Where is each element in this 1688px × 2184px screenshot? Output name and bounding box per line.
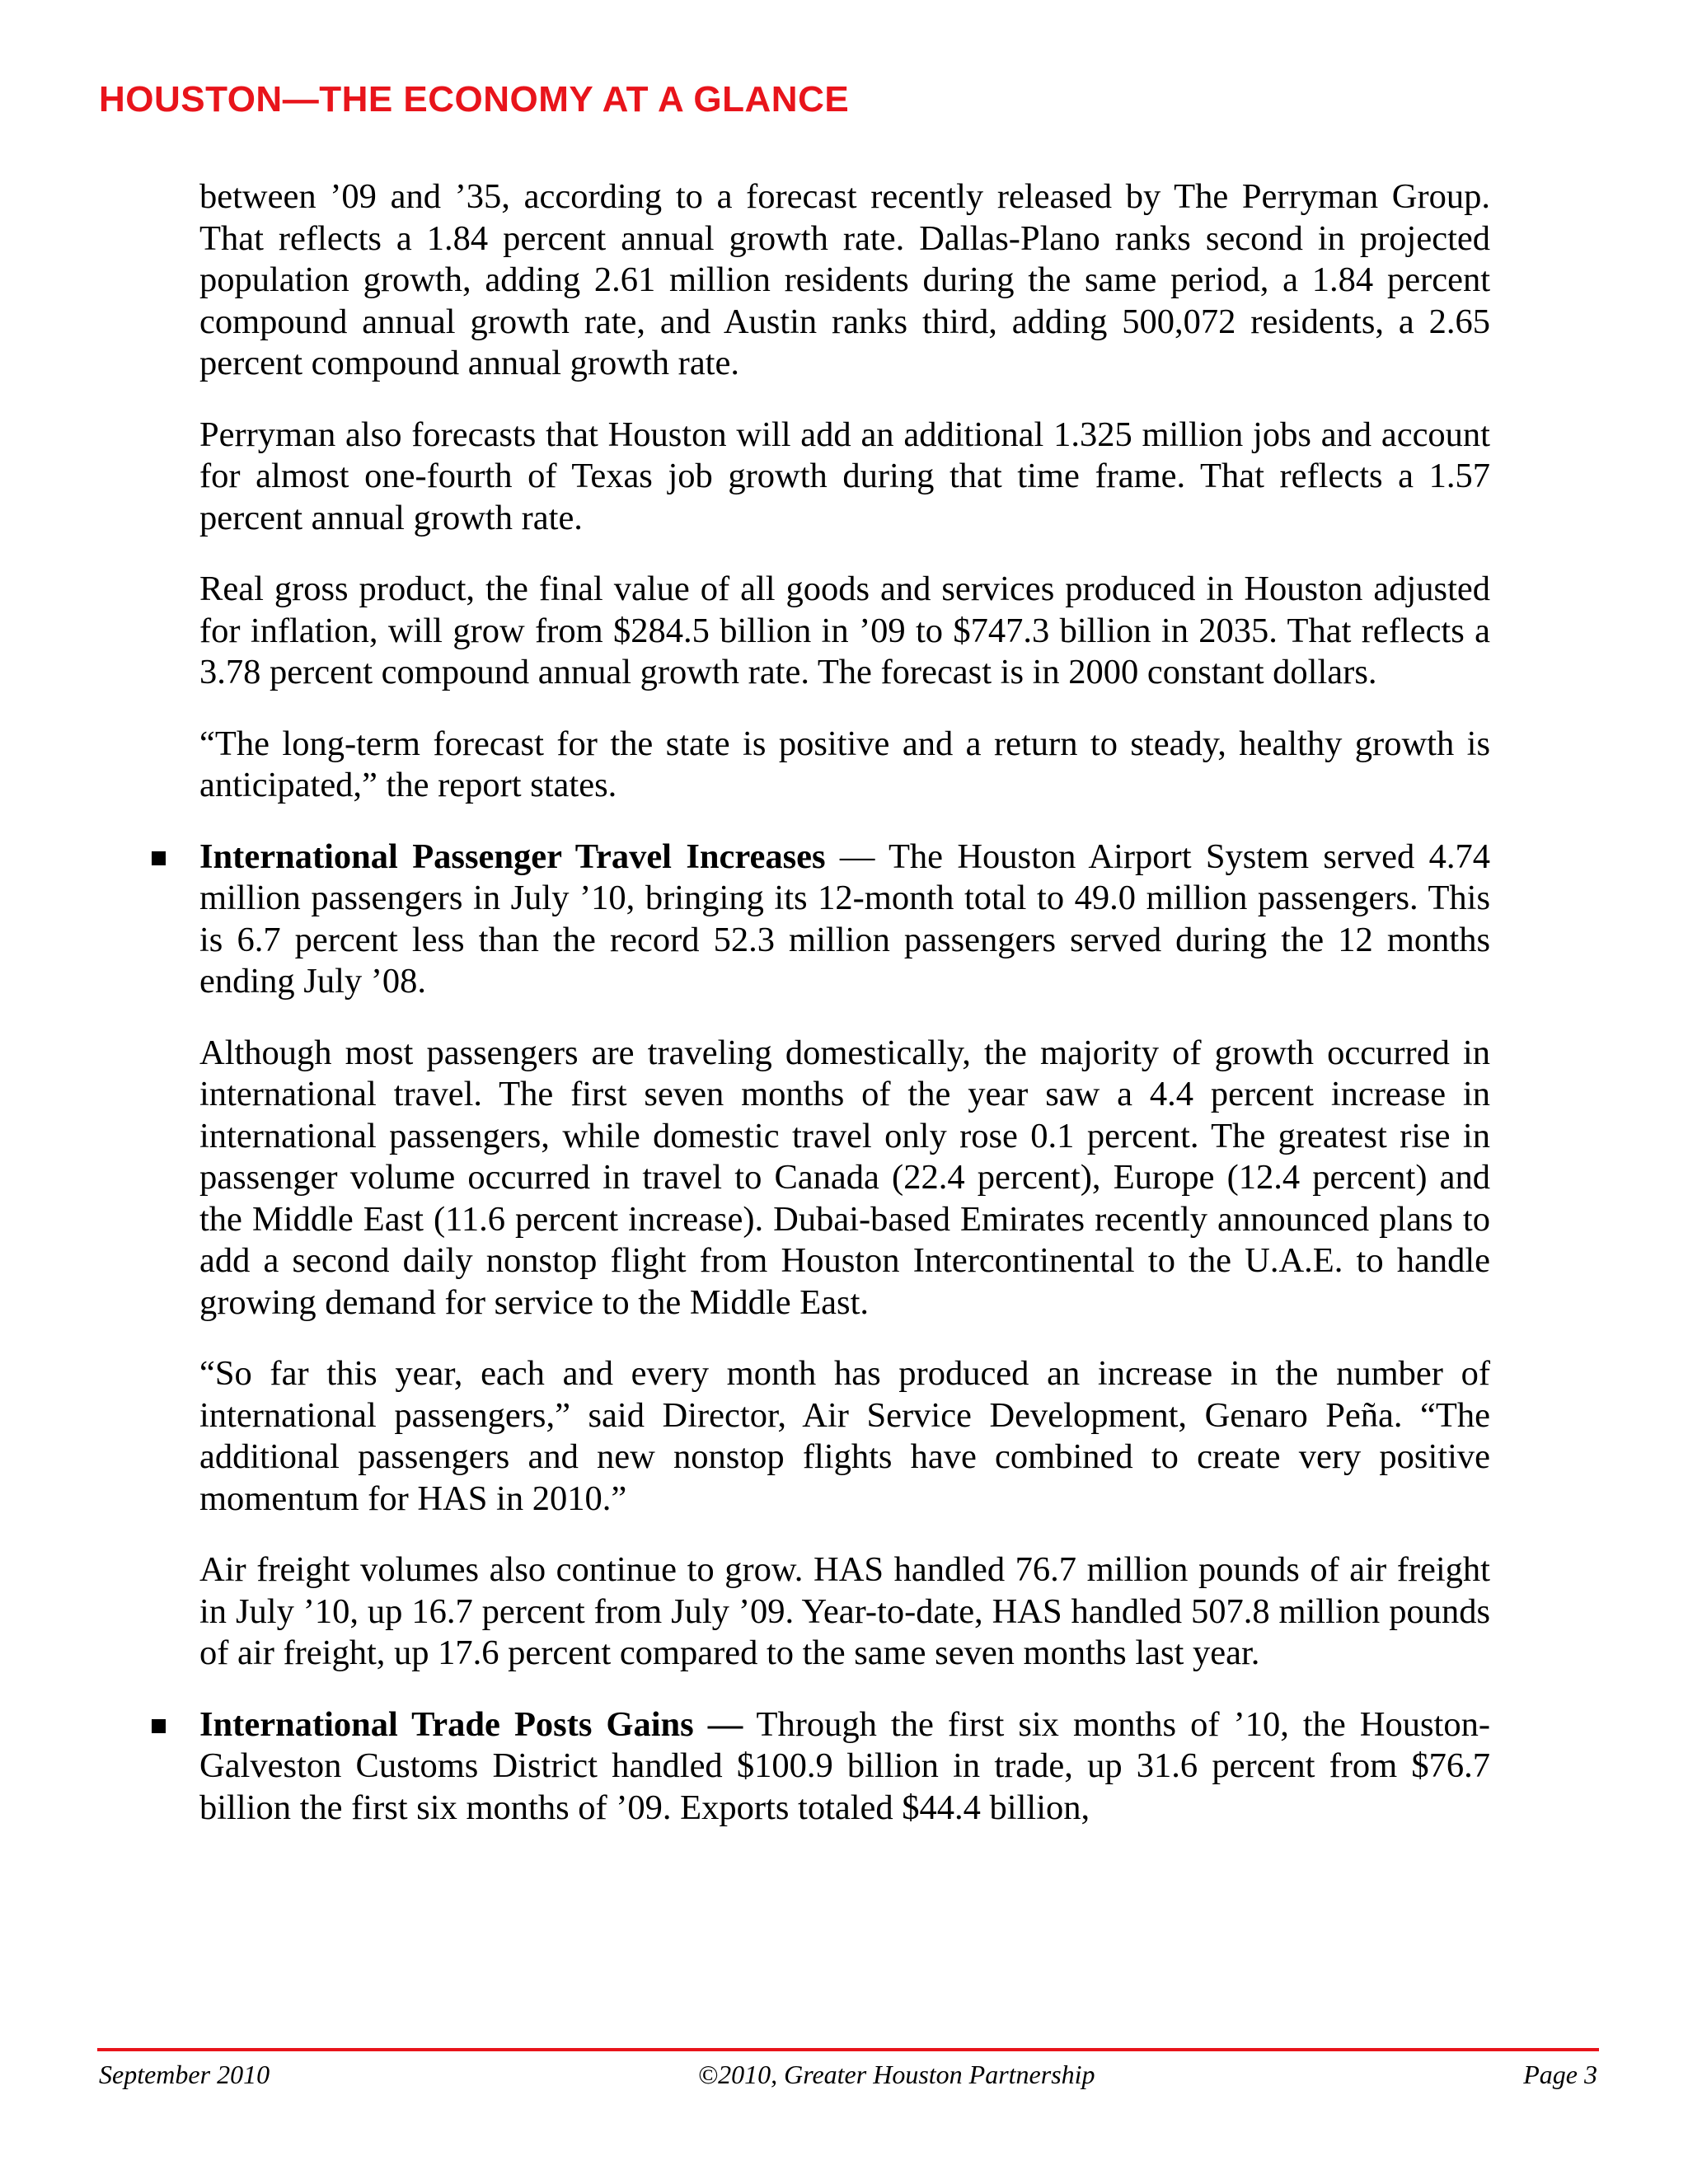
paragraph-gross-product: Real gross product, the final value of all goods and services produced in Houston adjusted for inflation, will grow from $284.5 billion in ’09 to $747.3 billion in 2035. That reflects a 3.78 percent compound annual growth rate. The forecast is in 2000 constant dollars. <box>199 569 1490 691</box>
bullet-body-international-trade: Through the first six months of ’10, the Houston-Galveston Customs District handled $100.9 billion in trade, up 31.6 percent from $76.7 billion the first six months of ’09. Exports totaled $44.4 billion, <box>199 1704 1490 1827</box>
paragraph-report-quote: “The long-term forecast for the state is positive and a return to steady, healthy growth is anticipated,” the report states. <box>199 724 1490 804</box>
paragraph-international-growth: Although most passengers are traveling domestically, the majority of growth occurred in international travel. The first seven months of the year saw a 4.4 percent increase in international passengers, while domestic travel only rose 0.1 percent. The greatest rise in passenger volume occurred in travel to Canada (22.4 percent), Europe (12.4 percent) and the Middle East (11.6 percent increase). Dubai-based Emirates recently announced plans to add a second daily nonstop flight from Houston Intercontinental to the U.A.E. to handle growing demand for service to the Middle East. <box>199 1033 1490 1322</box>
paragraph-director-quote: “So far this year, each and every month has produced an increase in the number of international passengers,” said Director, Air Service Development, Genaro Peña. “The additional passengers and new nonstop flights have combined to create very positive momentum for HAS in 2010.” <box>199 1354 1490 1518</box>
square-bullet-icon <box>152 851 166 865</box>
footer-date: September 2010 <box>99 2060 270 2089</box>
bullet-body-passenger-travel: — The Houston Airport System served 4.74 million passengers in July ’10, bringing its 12-month total to 49.0 million passengers. This is 6.7 percent less than the record 52.3 million passengers served during the 12 months ending July ’08. <box>199 837 1490 1001</box>
page-footer <box>99 2058 1597 2091</box>
bullet-title-passenger-travel: International Passenger Travel Increases <box>199 837 826 876</box>
article-body <box>199 176 1490 1858</box>
square-bullet-icon <box>152 1719 166 1733</box>
bullet-passenger-travel <box>199 837 1490 1003</box>
footer-divider <box>97 2048 1599 2051</box>
footer-copyright: ©2010, Greater Houston Partnership <box>697 2060 1095 2089</box>
paragraph-jobs-forecast: Perryman also forecasts that Houston will add an additional 1.325 million jobs and account for almost one-fourth of Texas job growth during that time frame. That reflects a 1.57 percent annual growth rate. <box>199 415 1490 537</box>
footer-page-number: Page 3 <box>1523 2060 1597 2089</box>
paragraph-air-freight: Air freight volumes also continue to grow. HAS handled 76.7 million pounds of air freight in July ’10, up 16.7 percent from July ’09. Year-to-date, HAS handled 507.8 million pounds of air freight, up 17.6 percent compared to the same seven months last year. <box>199 1550 1490 1672</box>
bullet-international-trade <box>199 1704 1490 1830</box>
paragraph-population-forecast: between ’09 and ’35, according to a forecast recently released by The Perryman Group. That reflects a 1.84 percent annual growth rate. Dallas-Plano ranks second in projected population growth, adding 2.61 million residents during the same period, a 1.84 percent compound annual growth rate, and Austin ranks third, adding 500,072 residents, a 2.65 percent compound annual growth rate. <box>199 177 1490 382</box>
bullet-title-international-trade: International Trade Posts Gains — <box>199 1704 743 1744</box>
page-title: HOUSTON—THE ECONOMY AT A GLANCE <box>99 79 850 120</box>
